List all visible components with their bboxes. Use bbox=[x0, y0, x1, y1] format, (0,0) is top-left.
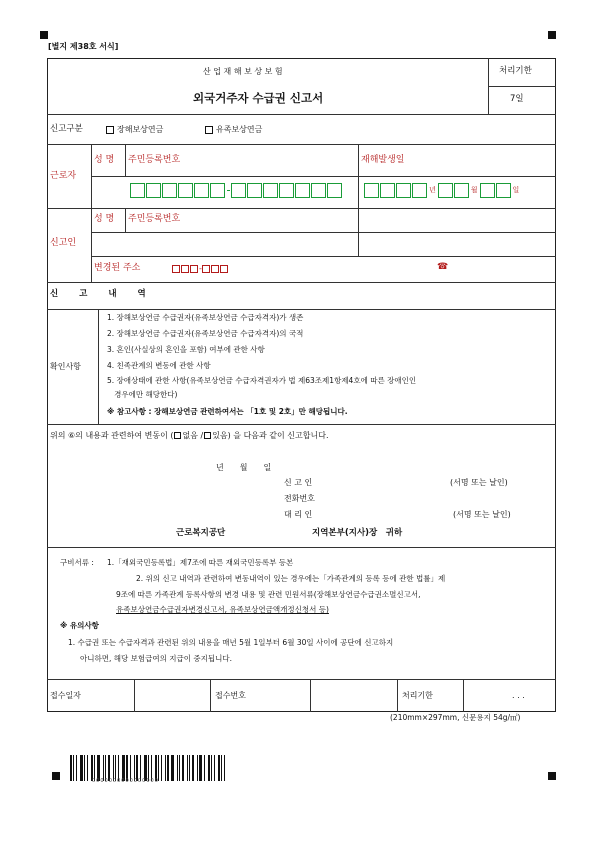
report-type-option-survivor[interactable]: 유족보상연금 bbox=[205, 125, 262, 134]
declaration-reporter-sign[interactable]: (서명 또는 날인) bbox=[450, 478, 508, 487]
confirm-items-label: 확인사항 bbox=[50, 362, 81, 371]
report-details-label: 신 고 내 역 bbox=[50, 289, 155, 299]
changed-address-label: 변경된 주소 bbox=[94, 263, 141, 273]
barcode-bar bbox=[87, 755, 88, 781]
barcode-bar bbox=[73, 755, 74, 781]
barcode-bar bbox=[165, 755, 166, 781]
registration-mark-bottom-left bbox=[52, 772, 60, 780]
deadline-value: 7일 bbox=[510, 94, 524, 104]
declaration-date: 년 월 일 bbox=[216, 463, 272, 472]
registration-mark-top-left bbox=[40, 31, 48, 39]
notes-label: ※ 유의사항 bbox=[60, 621, 99, 630]
deadline-label: 처리기한 bbox=[499, 66, 532, 76]
reporter-label: 신고인 bbox=[50, 238, 77, 248]
barcode-bar bbox=[187, 755, 188, 781]
insurance-title: 산 업 재 해 보 상 보 험 bbox=[203, 67, 283, 76]
worker-rrn-input[interactable] bbox=[130, 183, 343, 198]
worker-accident-date-input[interactable]: 년 월 일 bbox=[364, 183, 521, 198]
barcode-bar bbox=[218, 755, 220, 781]
declaration-text: 위의 ⑥의 내용과 관련하여 변동이 ( 없음 / 있음) 을 다음과 같이 신고합니다. bbox=[50, 431, 329, 440]
barcode-bar bbox=[80, 755, 83, 781]
worker-accident-date-label: 재해발생일 bbox=[361, 155, 405, 165]
barcode-bar bbox=[161, 755, 162, 781]
barcode-bar bbox=[171, 755, 174, 781]
declaration-phone: 전화번호 bbox=[284, 494, 315, 503]
attachment-item-1: 1.「재외국민등록법」제7조에 따른 재외국민등록부 등본 bbox=[107, 558, 294, 567]
declaration-branch: 지역본부(지사)장 귀하 bbox=[312, 528, 403, 538]
receipt-number-label: 접수번호 bbox=[215, 691, 246, 700]
checkbox-survivor-pension[interactable] bbox=[205, 126, 213, 134]
reference-note: ※ 참고사항 : 장해보상연금 관련하여서는 「1호 및 2호」만 해당됩니다. bbox=[107, 407, 348, 416]
barcode-bar bbox=[221, 755, 222, 781]
barcode-bar bbox=[76, 755, 77, 781]
confirm-item-3: 3. 혼인(사실상의 혼인을 포함) 여부에 관한 사항 bbox=[107, 345, 265, 354]
declaration-org: 근로복지공단 bbox=[176, 528, 226, 538]
attachments-label: 구비서류 : bbox=[60, 558, 94, 567]
attachment-item-2-line-2: 9조에 따른 가족관계 등록사항의 변경 내용 및 관련 민원서류(장해보상연금수급권소멸신고서, bbox=[116, 590, 421, 599]
barcode-bar bbox=[224, 755, 225, 781]
confirm-item-5: 5. 장애상태에 관한 사항(유족보상연금 수급자격권자가 법 제63조제1항제4호에 따른 장애인인 bbox=[107, 376, 417, 385]
checkbox-no-change[interactable] bbox=[174, 432, 181, 439]
checkbox-change-exists[interactable] bbox=[204, 432, 211, 439]
attachment-item-2-line-3: 유족보상연금수급권자변경신고서, 유족보상연금액개정신청서 등) bbox=[116, 605, 329, 614]
form-title: 외국거주자 수급권 신고서 bbox=[193, 91, 324, 105]
worker-name-label: 성 명 bbox=[94, 155, 115, 165]
notes-line-2: 아니하면, 해당 보험급여의 지급이 중지됩니다. bbox=[80, 654, 232, 663]
registration-mark-top-right bbox=[548, 31, 556, 39]
reporter-rrn-label: 주민등록번호 bbox=[128, 214, 181, 224]
checkbox-disability-pension[interactable] bbox=[106, 126, 114, 134]
barcode-bar bbox=[84, 755, 85, 781]
barcode-bar bbox=[177, 755, 178, 781]
barcode-bar bbox=[182, 755, 184, 781]
confirm-item-5-cont: 경우에만 해당한다) bbox=[107, 390, 178, 399]
barcode-bar bbox=[167, 755, 169, 781]
receipt-deadline-value: . . . bbox=[512, 691, 525, 700]
barcode-bar bbox=[197, 755, 198, 781]
notes-line-1: 1. 수급권 또는 수급자격과 관련된 위의 내용을 매년 5월 1일부터 6월 30일 사이에 공단에 신고하지 bbox=[68, 638, 394, 647]
form-number: [별지 제38호 서식] bbox=[48, 42, 119, 51]
confirm-item-4: 4. 친족관계의 변동에 관한 사항 bbox=[107, 361, 211, 370]
reporter-name-label: 성 명 bbox=[94, 214, 115, 224]
barcode-bar bbox=[192, 755, 194, 781]
postal-code-input[interactable]: - bbox=[172, 264, 229, 273]
receipt-date-label: 접수일자 bbox=[50, 691, 81, 700]
declaration-reporter: 신 고 인 bbox=[284, 478, 313, 487]
barcode-bar bbox=[208, 755, 210, 781]
barcode-bar bbox=[214, 755, 215, 781]
worker-rrn-label: 주민등록번호 bbox=[128, 155, 181, 165]
barcode-bar bbox=[189, 755, 190, 781]
barcode-bar bbox=[199, 755, 202, 781]
confirm-item-2: 2. 장해보상연금 수급권자(유족보상연금 수급자격자)의 국적 bbox=[107, 329, 304, 338]
report-type-label: 신고구분 bbox=[50, 124, 83, 134]
receipt-deadline-label: 처리기한 bbox=[402, 691, 433, 700]
barcode-bar bbox=[211, 755, 212, 781]
report-type-option-disability[interactable]: 장해보상연금 bbox=[106, 125, 163, 134]
confirm-item-1: 1. 장해보상연금 수급권자(유족보상연금 수급자격자)가 생존 bbox=[107, 313, 304, 322]
barcode-bar bbox=[70, 755, 72, 781]
paper-spec-footer: (210mm×297mm, 신문용지 54g/㎡) bbox=[390, 713, 521, 722]
worker-label: 근로자 bbox=[50, 171, 77, 181]
registration-mark-bottom-right bbox=[548, 772, 556, 780]
barcode-bar bbox=[204, 755, 205, 781]
barcode-bar bbox=[179, 755, 180, 781]
declaration-agent-sign[interactable]: (서명 또는 날인) bbox=[453, 510, 511, 519]
attachment-item-2-line-1: 2. 위의 신고 내역과 관련하여 변동내역이 있는 경우에는「가족관계의 등록 등에 관한 법률」제 bbox=[136, 574, 446, 583]
phone-icon: ☎ bbox=[437, 262, 449, 272]
declaration-agent: 대 리 인 bbox=[284, 510, 313, 519]
barcode-number: 0000000000000000 bbox=[92, 778, 159, 784]
